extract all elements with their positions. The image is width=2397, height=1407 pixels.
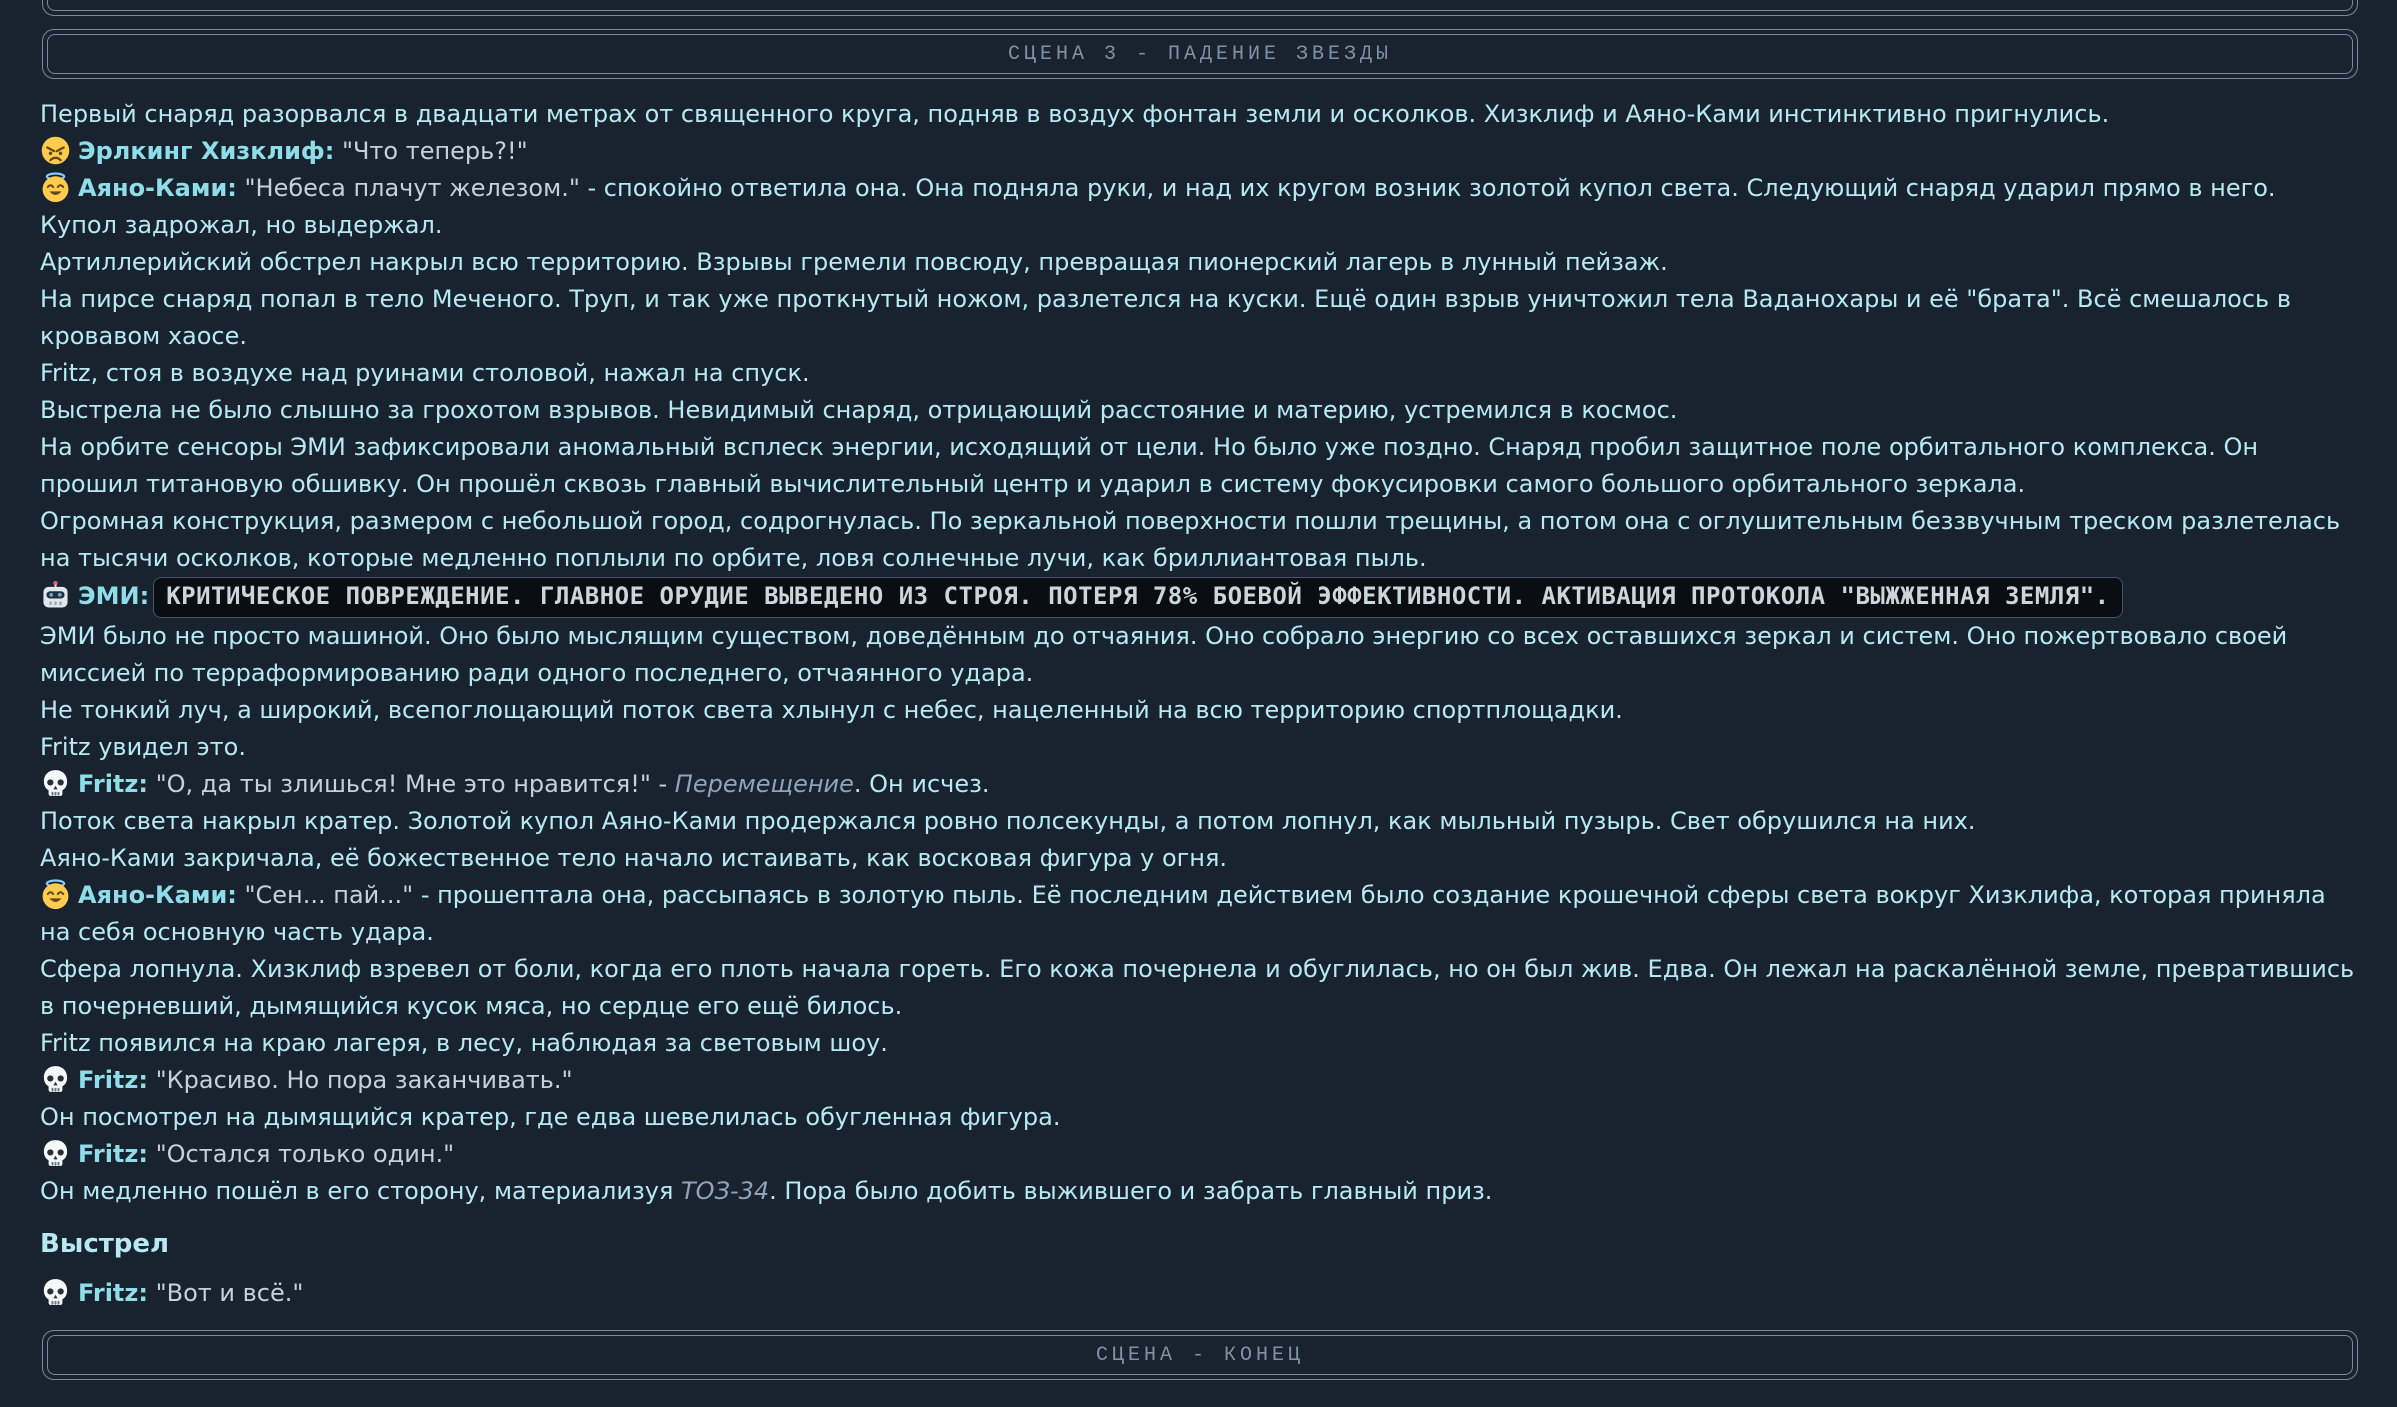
- message: [40, 840, 2360, 877]
- narration-text: Огромная конструкция, размером с небольшой город, содрогнулась. По зеркальной поверхности пошли трещины, а потом она с оглушительным беззвучным треском разлетелась на тысячи осколков, которые медленно поплыли по орбите, ловя солнечные лучи, как бриллиантовая пыль.: [40, 507, 2341, 572]
- scene-header-title: СЦЕНА 3 - ПАДЕНИЕ ЗВЕЗДЫ: [1007, 42, 1393, 66]
- robot-emoji-icon: [40, 580, 71, 611]
- narration-text: . Он исчез.: [853, 770, 990, 798]
- halo-emoji-icon: [40, 879, 71, 910]
- narration-text: Fritz увидел это.: [40, 733, 246, 761]
- narration-text: Не тонкий луч, а широкий, всепоглощающий поток света хлынул с небес, нацеленный на всю территорию спортплощадки.: [40, 696, 1623, 724]
- narration-text: Он медленно пошёл в его сторону, материализуя: [40, 1177, 682, 1205]
- angry-emoji-icon: [40, 135, 71, 166]
- dialogue-text: "Красиво. Но пора заканчивать.": [147, 1066, 573, 1094]
- skull-emoji-icon: [40, 1277, 71, 1308]
- message: [40, 170, 2360, 244]
- section-heading: [40, 1226, 2360, 1263]
- narration-text: . Пора было добить выжившего и забрать главный приз.: [769, 1177, 1493, 1205]
- speaker-name: Fritz:: [78, 770, 148, 798]
- narration-text: Fritz появился на краю лагеря, в лесу, наблюдая за световым шоу.: [40, 1029, 888, 1057]
- speaker-name: Fritz:: [78, 1279, 148, 1307]
- message: [40, 281, 2360, 355]
- narration-text: Аяно-Ками закричала, её божественное тело начало истаивать, как восковая фигура у огня.: [40, 844, 1228, 872]
- dialogue-text: "Сен... пай...": [236, 881, 414, 909]
- message: [40, 392, 2360, 429]
- dialogue-text: "Вот и всё.": [147, 1279, 304, 1307]
- action-text: ТОЗ-34: [681, 1177, 770, 1205]
- skull-emoji-icon: [40, 1064, 71, 1095]
- narration-text: Сфера лопнула. Хизклиф взревел от боли, когда его плоть начала гореть. Его кожа почернела и обуглилась, но он был жив. Едва. Он лежал на раскалённой земле, превратившись в почерневший, дымящийся кусок мяса, но сердце его ещё билось.: [40, 955, 2355, 1020]
- halo-emoji-icon: [40, 172, 71, 203]
- speaker-name: Эрлкинг Хизклиф:: [78, 137, 335, 165]
- narration-text: Первый снаряд разорвался в двадцати метрах от священного круга, подняв в воздух фонтан земли и осколков. Хизклиф и Аяно-Ками инстинктивно пригнулись.: [40, 100, 2110, 128]
- scene-box-previous: [42, 0, 2358, 16]
- dialogue-text: "Небеса плачут железом.": [236, 174, 580, 202]
- heading-text: Выстрел: [40, 1229, 170, 1259]
- message: [40, 951, 2360, 1025]
- message: [40, 1062, 2360, 1099]
- dialogue-text: "Остался только один.": [147, 1140, 455, 1168]
- narration-text: Поток света накрыл кратер. Золотой купол Аяно-Ками продержался ровно полсекунды, а потом лопнул, как мыльный пузырь. Свет обрушился на них.: [40, 807, 1976, 835]
- narration-text: Выстрела не было слышно за грохотом взрывов. Невидимый снаряд, отрицающий расстояние и материю, устремился в космос.: [40, 396, 1678, 424]
- message: [40, 1173, 2360, 1210]
- dialogue-text: "Что теперь?!": [334, 137, 528, 165]
- dialogue-text: "О, да ты злишься! Мне это нравится!" -: [147, 770, 675, 798]
- message: [40, 1136, 2360, 1173]
- system-message-text: КРИТИЧЕСКОЕ ПОВРЕЖДЕНИЕ. ГЛАВНОЕ ОРУДИЕ ВЫВЕДЕНО ИЗ СТРОЯ. ПОТЕРЯ 78% БОЕВОЙ ЭФФЕКТИВНОСТИ. АКТИВАЦИЯ ПРОТОКОЛА "ВЫЖЖЕННАЯ ЗЕМЛЯ".: [153, 577, 2122, 618]
- speaker-name: Аяно-Ками:: [78, 881, 237, 909]
- speaker-name: Аяно-Ками:: [78, 174, 237, 202]
- narration-text: Он посмотрел на дымящийся кратер, где едва шевелилась обугленная фигура.: [40, 1103, 1061, 1131]
- narration-text: Fritz, стоя в воздухе над руинами столовой, нажал на спуск.: [40, 359, 810, 387]
- message-list: [40, 96, 2360, 1312]
- message: [40, 729, 2360, 766]
- speaker-name: Fritz:: [78, 1140, 148, 1168]
- speaker-name: ЭМИ:: [78, 582, 150, 610]
- narration-text: На пирсе снаряд попал в тело Меченого. Труп, и так уже проткнутый ножом, разлетелся на куски. Ещё один взрыв уничтожил тела Ваданохары и её "брата". Всё смешалось в кровавом хаосе.: [40, 285, 2291, 350]
- narration-text: Артиллерийский обстрел накрыл всю территорию. Взрывы гремели повсюду, превращая пионерский лагерь в лунный пейзаж.: [40, 248, 1668, 276]
- narration-text: На орбите сенсоры ЭМИ зафиксировали аномальный всплеск энергии, исходящий от цели. Но было уже поздно. Снаряд пробил защитное поле орбитального комплекса. Он прошил титановую обшивку. Он прошёл сквозь главный вычислительный центр и ударил в систему фокусировки самого большого орбитального зеркала.: [40, 433, 2259, 498]
- message: [40, 1099, 2360, 1136]
- narration-text: - спокойно ответила она. Она подняла руки, и над их кругом возник золотой купол света. Следующий снаряд ударил прямо в него. Купол задрожал, но выдержал.: [40, 174, 2276, 239]
- speaker-name: Fritz:: [78, 1066, 148, 1094]
- skull-emoji-icon: [40, 768, 71, 799]
- message: [40, 803, 2360, 840]
- message: [40, 96, 2360, 133]
- message: [40, 503, 2360, 577]
- message: [40, 133, 2360, 170]
- skull-emoji-icon: [40, 1138, 71, 1169]
- message: [40, 766, 2360, 803]
- message: [40, 618, 2360, 692]
- message: [40, 692, 2360, 729]
- message: [40, 429, 2360, 503]
- action-text: Перемещение: [674, 770, 854, 798]
- scene-header-box: [42, 29, 2358, 79]
- message: [40, 355, 2360, 392]
- narration-text: ЭМИ было не просто машиной. Оно было мыслящим существом, доведённым до отчаяния. Оно собрало энергию со всех оставшихся зеркал и систем. Оно пожертвовало своей миссией по терраформированию ради одного последнего, отчаянного удара.: [40, 622, 2288, 687]
- scene-footer-title: СЦЕНА - КОНЕЦ: [1095, 1343, 1305, 1367]
- message: [40, 244, 2360, 281]
- message: [40, 877, 2360, 951]
- message: [40, 1025, 2360, 1062]
- narration-text: - прошептала она, рассыпаясь в золотую пыль. Её последним действием было создание крошечной сферы света вокруг Хизклифа, которая приняла на себя основную часть удара.: [40, 881, 2326, 946]
- message: [40, 577, 2360, 618]
- message: [40, 1275, 2360, 1312]
